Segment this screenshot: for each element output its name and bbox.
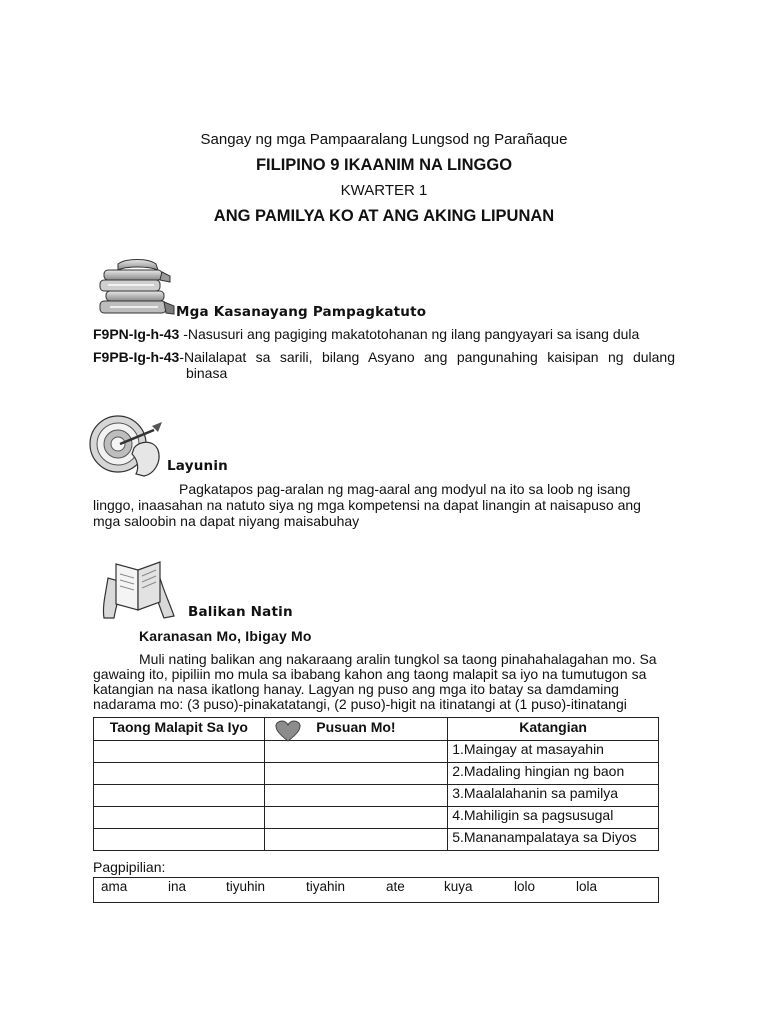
table-row	[94, 763, 659, 785]
heart-icon	[275, 720, 301, 742]
table-row	[94, 829, 659, 851]
balikan-subheading: Karanasan Mo, Ibigay Mo	[139, 628, 312, 644]
competency-text: -Nasusuri ang pagiging makatotohanan ng ilang pangyayari sa isang dula	[179, 326, 640, 342]
balikan-line-4: nadarama mo: (3 puso)-pinakatatangi, (2 puso)-higit na itinatangi at (1 puso)-itinatangi	[93, 696, 627, 712]
module-title: ANG PAMILYA KO AT ANG AKING LIPUNAN	[213, 207, 555, 225]
person-cell[interactable]	[94, 741, 265, 763]
kasanayan-item-2	[93, 349, 675, 365]
header-pusuan	[264, 718, 448, 741]
choice-item: lolo	[514, 879, 536, 894]
competency-code: F9PN-Ig-h-43	[93, 326, 180, 342]
heart-cell[interactable]	[264, 763, 448, 785]
heart-cell[interactable]	[264, 807, 448, 829]
kasanayan-item-1	[93, 326, 675, 342]
competency-code: F9PB-Ig-h-43	[93, 349, 180, 365]
choices-box	[93, 877, 659, 903]
choice-item: tiyuhin	[226, 879, 266, 894]
layunin-heading: Layunin	[167, 458, 228, 474]
layunin-line-2: linggo, inaasahan na natuto siya ng mga kompetensi na dapat linangin at naisapuso ang	[93, 497, 641, 513]
layunin-line-3: mga saloobin na dapat niyang maisabuhay	[93, 513, 360, 529]
books-icon	[96, 258, 178, 320]
balikan-heading: Balikan Natin	[188, 604, 293, 620]
choice-item: ina	[168, 879, 187, 894]
activity-table	[93, 717, 659, 851]
choice-item: kuya	[444, 879, 473, 894]
table-row	[94, 785, 659, 807]
heart-cell[interactable]	[264, 785, 448, 807]
competency-text-cont: binasa	[186, 365, 228, 381]
header-taong-malapit: Taong Malapit Sa Iyo	[94, 718, 265, 741]
katangian-cell: 5.Mananampalataya sa Diyos	[448, 829, 659, 851]
person-cell[interactable]	[94, 763, 265, 785]
quarter-label: KWARTER 1	[340, 182, 428, 199]
competency-text: -Nailalapat sa sarili, bilang Asyano ang pangunahing kaisipan ng dulang	[179, 349, 675, 365]
balikan-line-3: katangian na nasa ikatlong hanay. Lagyan ng puso ang mga ito batay sa damdaming	[93, 681, 619, 697]
kasanayan-heading: Mga Kasanayang Pampagkatuto	[176, 304, 427, 320]
heart-cell[interactable]	[264, 829, 448, 851]
person-cell[interactable]	[94, 785, 265, 807]
heart-cell[interactable]	[264, 741, 448, 763]
header-pusuan-label: Pusuan Mo!	[316, 719, 396, 735]
open-book-icon	[98, 558, 180, 622]
layunin-line-1: Pagkatapos pag-aralan ng mag-aaral ang modyul na ito sa loob ng isang	[179, 481, 631, 497]
target-dart-icon	[84, 414, 170, 480]
balikan-line-1: Muli nating balikan ang nakaraang aralin tungkol sa taong pinahahalagahan mo. Sa	[139, 651, 657, 667]
katangian-cell: 3.Maalalahanin sa pamilya	[448, 785, 659, 807]
person-cell[interactable]	[94, 807, 265, 829]
choice-item: tiyahin	[306, 879, 346, 894]
table-row	[94, 741, 659, 763]
katangian-cell: 2.Madaling hingian ng baon	[448, 763, 659, 785]
choice-item: ama	[101, 879, 128, 894]
subject-title: FILIPINO 9 IKAANIM NA LINGGO	[255, 156, 513, 174]
choice-item: lola	[576, 879, 598, 894]
choice-item: ate	[386, 879, 405, 894]
katangian-cell: 4.Mahiligin sa pagsusugal	[448, 807, 659, 829]
division-name: Sangay ng mga Pampaaralang Lungsod ng Parañaque	[200, 131, 568, 148]
header-katangian: Katangian	[448, 718, 659, 741]
table-header-row	[94, 718, 659, 741]
katangian-cell: 1.Maingay at masayahin	[448, 741, 659, 763]
table-row	[94, 807, 659, 829]
balikan-line-2: gawaing ito, pipiliin mo mula sa ibabang kahon ang taong malapit sa iyo na tumutugon sa	[93, 666, 647, 682]
person-cell[interactable]	[94, 829, 265, 851]
pagpipilian-label: Pagpipilian:	[93, 859, 166, 875]
